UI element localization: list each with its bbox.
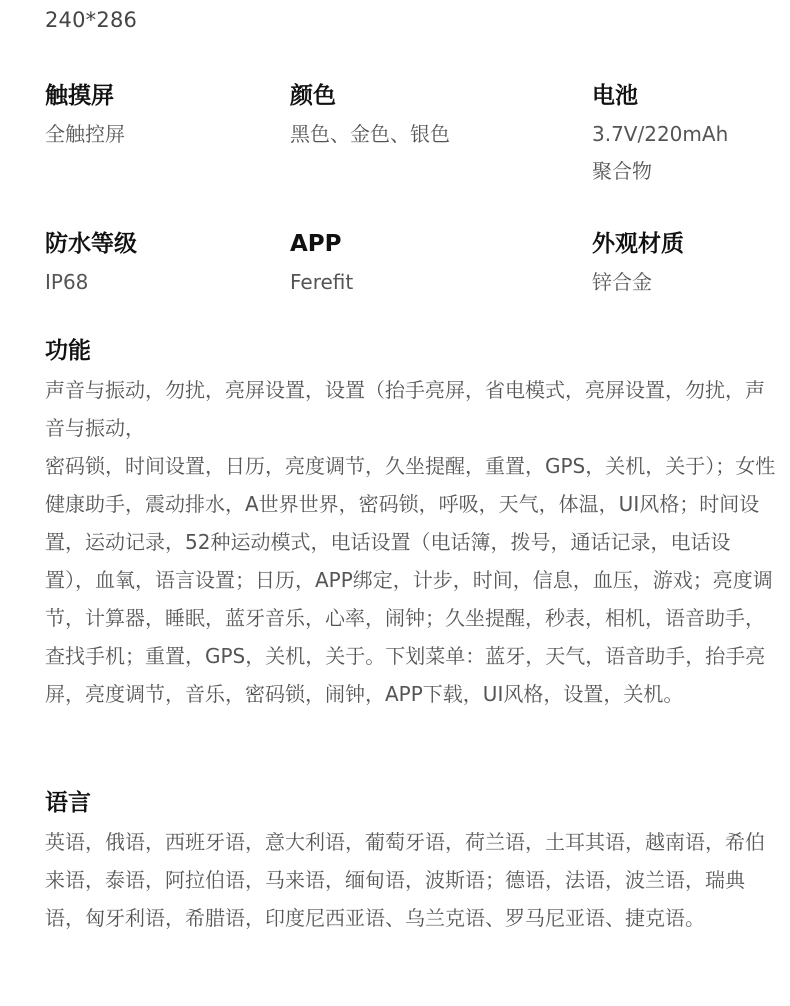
spec-app: [290, 229, 353, 301]
spec-value-app: Ferefit: [290, 270, 354, 294]
spec-label-color: 颜色: [290, 83, 336, 109]
resolution-value: 240*286: [45, 8, 138, 32]
spec-value-battery-line1: 3.7V/220mAh: [592, 122, 729, 146]
spec-label-material: 外观材质: [592, 231, 684, 257]
features-section: [45, 336, 780, 713]
spec-value-material: 锌合金: [592, 270, 652, 294]
spec-value-touchscreen: 全触控屏: [45, 122, 125, 146]
spec-waterproof: [45, 229, 137, 301]
spec-color: [290, 81, 450, 153]
features-title: 功能: [45, 338, 91, 364]
spec-value-battery-line2: 聚合物: [592, 159, 652, 183]
languages-title: 语言: [45, 790, 91, 816]
spec-value-color: 黑色、金色、银色: [290, 122, 450, 146]
languages-paragraph: 英语，俄语，西班牙语，意大利语，葡萄牙语，荷兰语，土耳其语，越南语，希伯来语，泰语，阿拉伯语，马来语，缅甸语，波斯语；德语，法语，波兰语，瑞典语，匈牙利语，希腊语，印度尼西亚语、乌兰克语、罗马尼亚语、捷克语。: [45, 830, 765, 930]
features-paragraph-1: 声音与振动，勿扰，亮屏设置，设置（抬手亮屏，省电模式，亮屏设置，勿扰，声音与振动，: [45, 378, 765, 440]
languages-section: [45, 788, 780, 937]
features-paragraph-2: 密码锁，时间设置，日历，亮度调节，久坐提醒，重置，GPS，关机，关于）；女性健康助手，震动排水，A世界世界，密码锁，呼吸，天气，体温，UI风格；时间设置，运动记录，52种运动模式，电话设置（电话簿，拨号，通话记录，电话设置），血氧，语言设置；日历，APP绑定，计步，时间，信息，血压，游戏；亮度调节，计算器，睡眠，蓝牙音乐，心率，闹钟；久坐提醒，秒表，相机，语音助手，查找手机；重置，GPS，关机，关于。下划菜单：蓝牙，天气，语音助手，抬手亮屏，亮度调节，音乐，密码锁，闹钟，APP下载，UI风格，设置，关机。: [45, 454, 776, 706]
spec-label-waterproof: 防水等级: [45, 231, 137, 257]
spec-label-battery: 电池: [592, 83, 638, 109]
spec-value-waterproof: IP68: [45, 270, 89, 294]
features-body: [45, 371, 780, 713]
languages-body: [45, 823, 780, 937]
spec-material: [592, 229, 684, 301]
spec-value-battery: [592, 116, 728, 190]
spec-touchscreen: [45, 81, 125, 153]
spec-label-app: APP: [290, 231, 342, 257]
spec-label-touchscreen: 触摸屏: [45, 83, 114, 109]
spec-battery: [592, 81, 728, 190]
